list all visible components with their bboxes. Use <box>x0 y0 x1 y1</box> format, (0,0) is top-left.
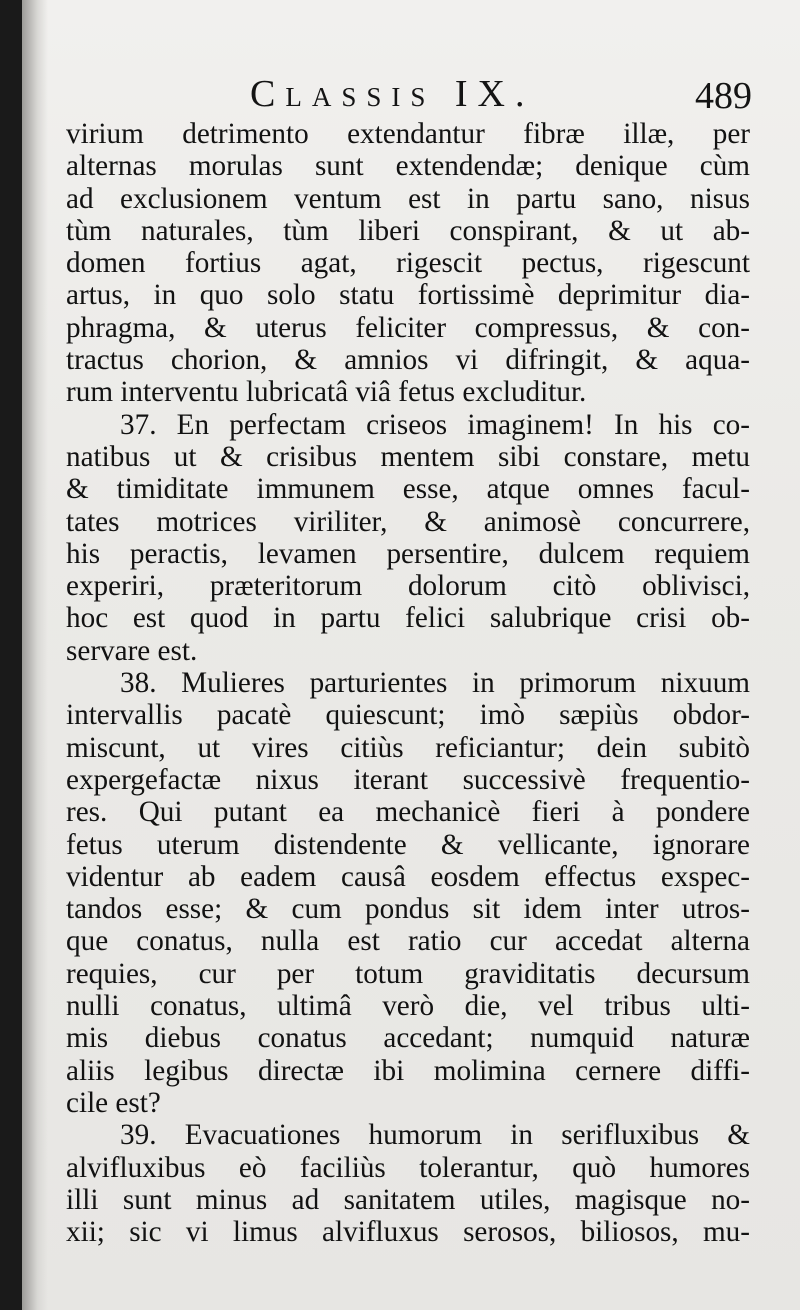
text-line: domen fortius agat, rigescit pectus, rigescunt <box>66 247 750 280</box>
text-line: videntur ab eadem causâ eosdem effectus exspec- <box>66 860 750 893</box>
text-line: artus, in quo solo statu fortissimè deprimitur dia- <box>66 279 750 312</box>
text-line: fetus uterum distendente & vellicante, ignorare <box>66 828 750 861</box>
text-line: mis diebus conatus accedant; numquid naturæ <box>66 1022 750 1055</box>
running-head: Classis IX. <box>250 73 535 115</box>
book-page <box>22 0 800 1310</box>
text-line: experiri, præteritorum dolorum citò oblivisci, <box>66 570 750 603</box>
text-line: illi sunt minus ad sanitatem utiles, magisque no- <box>66 1183 750 1216</box>
text-line: ad exclusionem ventum est in partu sano, nisus <box>66 182 750 215</box>
text-line: phragma, & uterus feliciter compressus, & con- <box>66 311 750 344</box>
text-line: servare est. <box>66 634 198 667</box>
text-line: tandos esse; & cum pondus sit idem inter utros- <box>66 893 750 926</box>
page-header <box>60 72 780 122</box>
text-line: alternas morulas sunt extendendæ; denique cùm <box>66 150 750 183</box>
text-line: tractus chorion, & amnios vi difringit, & aqua- <box>66 344 750 377</box>
text-line: que conatus, nulla est ratio cur accedat alterna <box>66 925 750 958</box>
text-line: 39. Evacuationes humorum in serifluxibus & <box>120 1119 750 1152</box>
text-line: rum interventu lubricatâ viâ fetus excluditur. <box>66 376 587 409</box>
text-line: 37. En perfectam criseos imaginem! In his co- <box>120 408 750 441</box>
body-text <box>66 118 750 1248</box>
text-line: his peractis, levamen persentire, dulcem requiem <box>66 537 750 570</box>
text-line: nulli conatus, ultimâ verò die, vel tribus ulti- <box>66 990 750 1023</box>
text-line: natibus ut & crisibus mentem sibi constare, metu <box>66 440 750 473</box>
text-line: virium detrimento extendantur fibræ illæ, per <box>66 118 750 150</box>
text-line: & timiditate immunem esse, atque omnes facul- <box>66 473 750 506</box>
text-line: 38. Mulieres parturientes in primorum nixuum <box>120 667 750 700</box>
text-line: expergefactæ nixus iterant successivè frequentio- <box>66 763 750 796</box>
text-line: cile est? <box>66 1086 161 1119</box>
text-line: requies, cur per totum graviditatis decursum <box>66 957 750 990</box>
page-number: 489 <box>695 75 752 117</box>
text-line: hoc est quod in partu felici salubrique crisi ob- <box>66 602 750 635</box>
text-line: xii; sic vi limus alvifluxus serosos, biliosos, mu- <box>66 1216 750 1249</box>
text-line: alvifluxibus eò faciliùs tolerantur, quò humores <box>66 1151 750 1184</box>
text-line: tùm naturales, tùm liberi conspirant, & ut ab- <box>66 214 750 247</box>
text-line: intervallis pacatè quiescunt; imò sæpiùs obdor- <box>66 699 750 732</box>
text-line: miscunt, ut vires citiùs reficiantur; dein subitò <box>66 731 750 764</box>
text-line: aliis legibus directæ ibi molimina cernere diffi- <box>66 1054 750 1087</box>
text-line: res. Qui putant ea mechanicè fieri à pondere <box>66 796 750 829</box>
text-line: tates motrices viriliter, & animosè concurrere, <box>66 505 750 538</box>
